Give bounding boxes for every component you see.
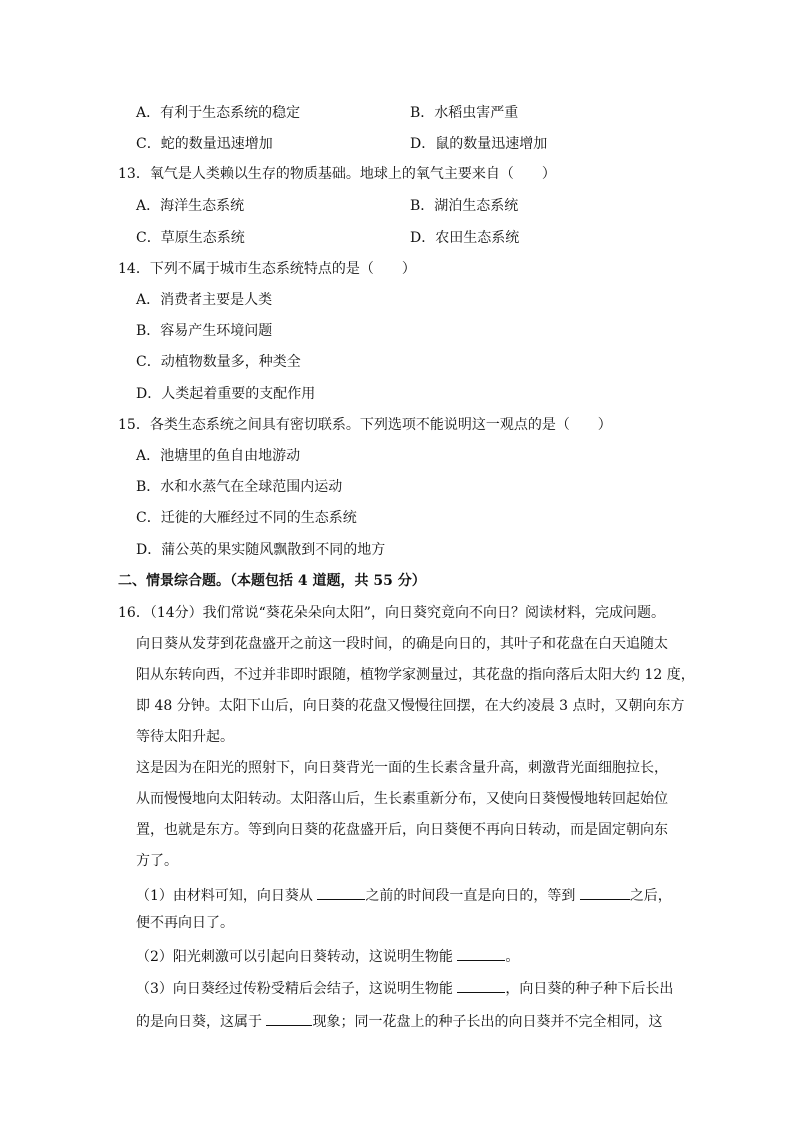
sub-3-text-b: ，向日葵的种子种下后长出 [505, 981, 674, 997]
q15-option-b: B．水和水蒸气在全球范围内运动 [136, 479, 343, 495]
q16-stem: 16．（14分）我们常说“葵花朵朵向太阳”，向日葵究竟向不向日？阅读材料，完成问题。 [118, 605, 665, 621]
q13-stem: 13．氧气是人类赖以生存的物质基础。地球上的氧气主要来自（ ） [118, 166, 556, 182]
q13-option-d: D．农田生态系统 [410, 230, 520, 246]
q15-option-d: D．蒲公英的果实随风飘散到不同的地方 [136, 542, 386, 558]
answer-blank[interactable] [266, 1011, 312, 1026]
q16-sub-3-cont [136, 1011, 662, 1031]
sub-3-text-a: （3）向日葵经过传粉受精后会结子，这说明生物能 [136, 981, 458, 997]
passage-line: 阳从东转向西，不过并非即时跟随，植物学家测量过，其花盘的指向落后太阳大约 12 度， [136, 667, 695, 683]
sub-1-text-a: （1）由材料可知，向日葵从 [136, 888, 318, 904]
q12-option-a: A．有利于生态系统的稳定 [136, 105, 301, 121]
passage-line: 从而慢慢地向太阳转动。太阳落山后，生长素重新分布，又使向日葵慢慢地转回起始位 [136, 791, 668, 807]
q16-sub-1 [136, 885, 672, 905]
passage-line: 向日葵从发芽到花盘盛开之前这一段时间，的确是向日的，其叶子和花盘在白天追随太 [136, 636, 668, 652]
answer-blank[interactable] [580, 885, 630, 900]
sub-3-text-c: 的是向日葵，这属于 [136, 1014, 267, 1030]
sub-1-text-c: 之后， [629, 888, 672, 904]
passage-line: 这是因为在阳光的照射下，向日葵背光一面的生长素含量升高，刺激背光面细胞拉长， [136, 760, 668, 776]
q13-option-a: A．海洋生态系统 [136, 198, 245, 214]
passage-line: 方了。 [136, 853, 178, 869]
q13-option-b: B．湖泊生态系统 [410, 198, 519, 214]
q12-option-b: B．水稻虫害严重 [410, 105, 519, 121]
q14-option-d: D．人类起着重要的支配作用 [136, 386, 316, 402]
answer-blank[interactable] [317, 885, 365, 900]
passage-line: 置，也就是东方。等到向日葵的花盘盛开后，向日葵便不再向日转动，而是固定朝向东 [136, 822, 668, 838]
q16-sub-1-cont: 便不再向日了。 [136, 915, 234, 931]
answer-blank[interactable] [457, 978, 505, 993]
passage-line: 即 48 分钟。太阳下山后，向日葵的花盘又慢慢往回摆，在大约凌晨 3 点时，又朝向东方 [136, 698, 685, 714]
q12-option-c: C．蛇的数量迅速增加 [136, 136, 273, 152]
sub-3-text-d: 现象；同一花盘上的种子长出的向日葵并不完全相同，这 [312, 1014, 663, 1030]
q16-sub-2 [136, 946, 519, 966]
q14-option-b: B．容易产生环境问题 [136, 323, 273, 339]
passage-line: 等待太阳升起。 [136, 729, 234, 745]
q15-stem: 15．各类生态系统之间具有密切联系。下列选项不能说明这一观点的是（ ） [118, 417, 612, 433]
q14-option-a: A．消费者主要是人类 [136, 292, 273, 308]
q16-sub-3 [136, 978, 673, 998]
answer-blank[interactable] [457, 946, 505, 961]
q14-stem: 14．下列不属于城市生态系统特点的是（ ） [118, 261, 416, 277]
q13-option-c: C．草原生态系统 [136, 230, 245, 246]
q12-option-d: D．鼠的数量迅速增加 [410, 136, 548, 152]
q14-option-c: C．动植物数量多，种类全 [136, 354, 301, 370]
q15-option-a: A．池塘里的鱼自由地游动 [136, 448, 301, 464]
section-2-heading: 二、情景综合题。（本题包括 4 道题，共 55 分） [118, 573, 426, 589]
sub-1-text-b: 之前的时间段一直是向日的，等到 [365, 888, 580, 904]
sub-2-text-a: （2）阳光刺激可以引起向日葵转动，这说明生物能 [136, 949, 458, 965]
sub-2-text-b: 。 [505, 949, 520, 965]
q15-option-c: C．迁徙的大雁经过不同的生态系统 [136, 510, 357, 526]
